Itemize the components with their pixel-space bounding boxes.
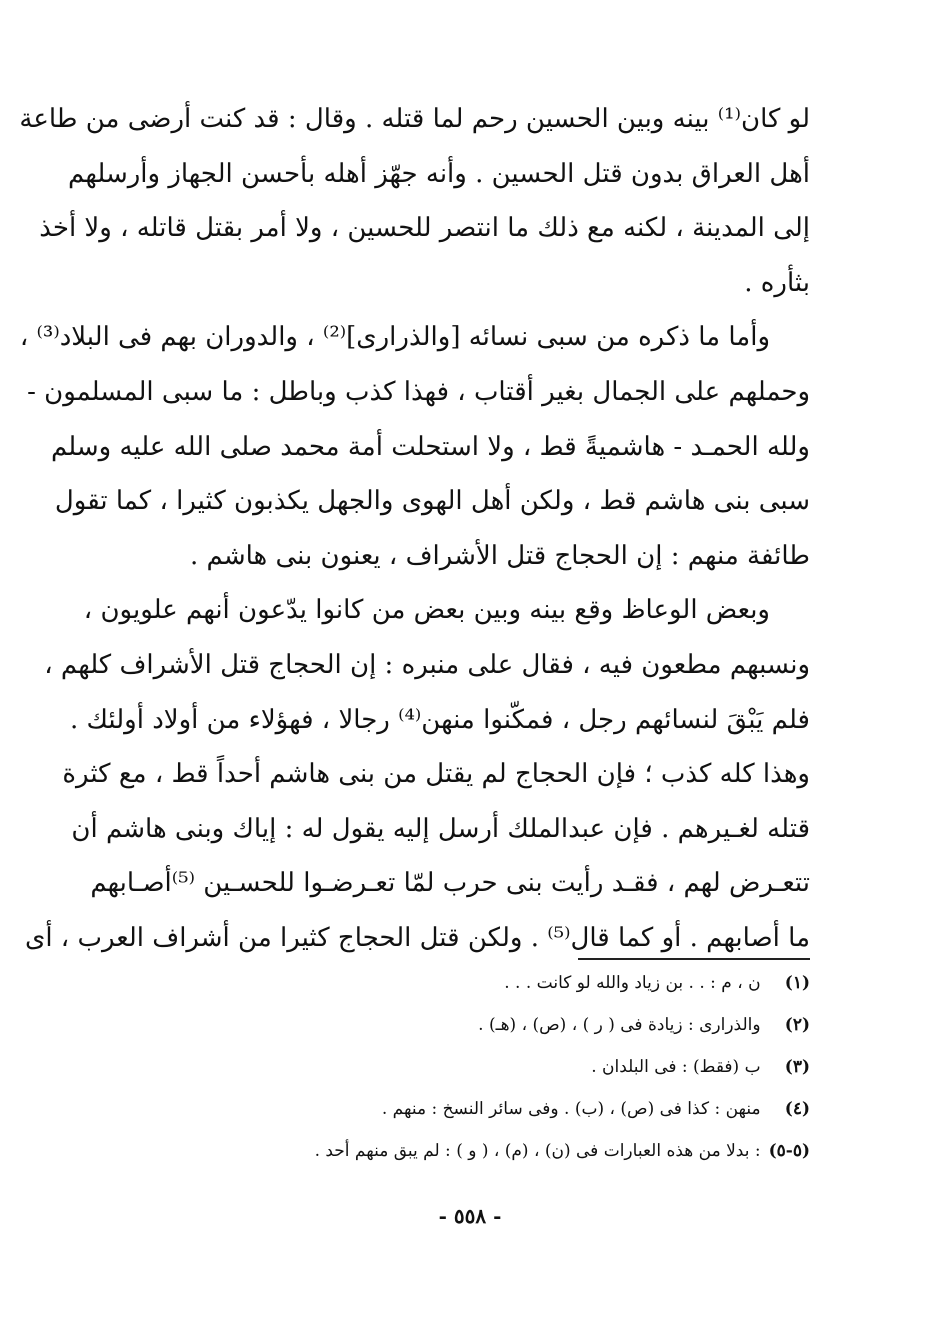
text-line-6: وحملهم على الجمال بغير أقتاب ، فهذا كذب وباطل : ما سبى المسلمون - (27, 376, 810, 407)
text-line-14: قتله لغـيرهم . فإن عبدالملك أرسل إليه يقول له : إياك وبنى هاشم أن (71, 813, 810, 844)
footnote-text: والذرارى : زيادة فى ( ر ) ، (ص) ، (هـ) . (478, 1015, 761, 1035)
footnote (105, 1046, 810, 1088)
text-line-4: بثأره . (744, 267, 810, 298)
footnote-number: (٤) (784, 1099, 810, 1119)
text-line-1: لو كان⁽¹⁾ بينه وبين الحسين رحم لما قتله . وقال : قد كنت أرضى من طاعة (19, 104, 810, 134)
footnote-number: (٣) (784, 1057, 810, 1077)
main-text (19, 92, 810, 966)
text-line-2: أهل العراق بدون قتل الحسين . وأنه جهّز أهله بأحسن الجهاز وأرسلهم (68, 158, 810, 189)
text-line-7: ولله الحمـد - هاشميةً قط ، ولا استحلت أمة محمد صلى الله عليه وسلم (50, 431, 810, 462)
text-line-12: فلم يَبْقَ لنسائهم رجل ، فمكّنوا منهن⁽⁴⁾ رجالا ، فهؤلاء من أولاد أولئك . (69, 704, 810, 735)
footnote-number: (٥-٥) (768, 1141, 810, 1161)
footnote-text: منهن : كذا فى (ص) ، (ب) . وفى سائر النسخ : منهم . (381, 1099, 761, 1119)
footnote-number: (٢) (784, 1015, 810, 1035)
text-line-11: ونسبهم مطعون فيه ، فقال على منبره : إن الحجاج قتل الأشراف كلهم ، (44, 649, 810, 680)
text-line-9: طائفة منهم : إن الحجاج قتل الأشراف ، يعنون بنى هاشم . (189, 540, 810, 571)
text-line-8: سبى بنى هاشم قط ، ولكن أهل الهوى والجهل يكذبون كثيرا ، كما تقول (54, 486, 810, 517)
text-line-16: ما أصابهم . أو كما قال⁽⁵⁾ . ولكن قتل الحجاج كثيرا من أشراف العرب ، أى (24, 922, 810, 953)
footnote-number: (١) (784, 973, 810, 993)
text-line-3: إلى المدينة ، لكنه مع ذلك ما انتصر للحسين ، ولا أمر بقتل قاتله ، ولا أخذ (39, 213, 810, 244)
footnote (105, 1088, 810, 1130)
footnotes (105, 962, 810, 1172)
footnote-separator (578, 958, 810, 960)
footnote-text: ن ، م : . . بن زياد والله لو كانت . . . (504, 973, 761, 993)
text-line-10: وبعض الوعاظ وقع بينه وبين بعض من كانوا يدّعون أنهم علويون ، (83, 595, 770, 626)
text-line-15: تتعـرض لهم ، فقـد رأيت بنى حرب لمّا تعـرضـوا للحسـين ⁽⁵⁾أصـابهم (90, 868, 810, 899)
footnote (105, 962, 810, 1004)
page-number: - ٥٥٨ - (438, 1204, 502, 1228)
footnote (105, 1004, 810, 1046)
text-line-13: وهذا كله كذب ؛ فإن الحجاج لم يقتل من بنى هاشم أحداً قط ، مع كثرة (62, 759, 810, 790)
text-line-5: وأما ما ذكره من سبى نسائه [والذرارى]⁽²⁾ ، والدوران بهم فى البلاد⁽³⁾ ، (19, 322, 770, 353)
footnote-text: ب (فقط) : فى البلدان . (591, 1057, 761, 1077)
footnote (105, 1130, 810, 1172)
footnote-text: : بدلا من هذه العبارات فى (ن) ، (م) ، ( و ) : لم يبق منهم أحد . (314, 1141, 761, 1161)
